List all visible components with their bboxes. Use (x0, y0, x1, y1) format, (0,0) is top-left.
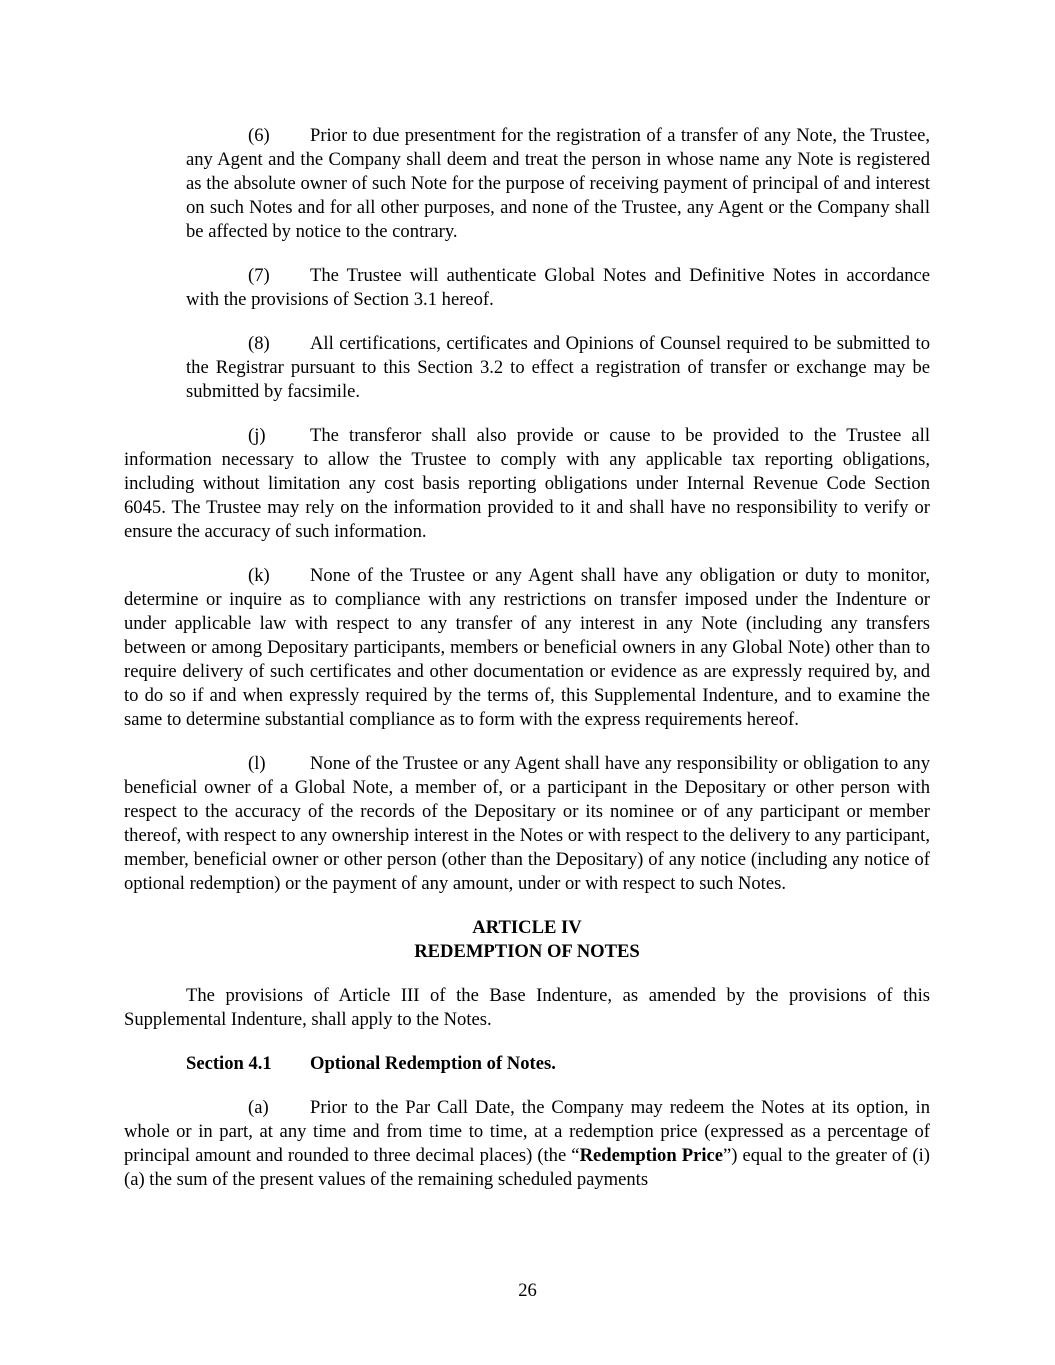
defined-term: Redemption Price (579, 1145, 724, 1166)
paragraph-k (124, 564, 930, 732)
article-number: ARTICLE IV (472, 917, 582, 938)
section-number: Section 4.1 (186, 1053, 272, 1074)
article-title: REDEMPTION OF NOTES (414, 941, 640, 962)
item-text-after: ”) equal to the greater of (i) (a) the sum of the present values of the remaining scheduled payments (124, 1145, 930, 1190)
paragraph-j (124, 424, 930, 544)
document-body (124, 124, 930, 1192)
item-label: (6) (248, 125, 270, 146)
paragraph-7 (186, 264, 930, 312)
item-text: The transferor shall also provide or cause to be provided to the Trustee all information necessary to allow the Trustee to comply with any applicable tax reporting obligations, including without limitation any cost basis reporting obligations under Internal Revenue Code Section 6045. The Trustee may rely on the information provided to it and shall have no responsibility to verify or ensure the accuracy of such information. (124, 425, 930, 542)
item-label: (l) (248, 753, 266, 774)
item-label: (k) (248, 565, 270, 586)
item-text: Prior to due presentment for the registration of a transfer of any Note, the Trustee, any Agent and the Company shall deem and treat the person in whose name any Note is registered as the absolute owner of such Note for the purpose of receiving payment of principal of and interest on such Notes and for all other purposes, and none of the Trustee, any Agent or the Company shall be affected by notice to the contrary. (186, 125, 930, 242)
paragraph-6 (186, 124, 930, 244)
item-text: None of the Trustee or any Agent shall have any obligation or duty to monitor, determine or inquire as to compliance with any restrictions on transfer imposed under the Indenture or under applicable law with respect to any transfer of any interest in any Note (including any transfers between or among Depositary participants, members or beneficial owners in any Global Note) other than to require delivery of such certificates and other documentation or evidence as are expressly required by, and to do so if and when expressly required by the terms of, this Supplemental Indenture, and to examine the same to determine substantial compliance as to form with the express requirements hereof. (124, 565, 930, 730)
item-label: (a) (248, 1097, 269, 1118)
article-intro: The provisions of Article III of the Base Indenture, as amended by the provisions of this Supplemental Indenture, shall apply to the Notes. (124, 985, 930, 1030)
section-title: Optional Redemption of Notes. (310, 1053, 556, 1074)
page-number: 26 (518, 1280, 537, 1301)
item-label: (7) (248, 265, 270, 286)
paragraph-8 (186, 332, 930, 404)
item-label: (8) (248, 333, 270, 354)
item-text: All certifications, certificates and Opinions of Counsel required to be submitted to the Registrar pursuant to this Section 3.2 to effect a registration of transfer or exchange may be submitted by facsimile. (186, 333, 930, 402)
item-text: The Trustee will authenticate Global Notes and Definitive Notes in accordance with the provisions of Section 3.1 hereof. (186, 265, 930, 310)
item-label: (j) (248, 425, 266, 446)
section-heading (124, 1052, 930, 1076)
paragraph-l (124, 752, 930, 896)
paragraph-a (124, 1096, 930, 1192)
item-text-before: Prior to the Par Call Date, the Company may redeem the Notes at its option, in whole or in part, at any time and from time to time, at a redemption price (expressed as a percentage of principal amount and rounded to three decimal places) (the “ (124, 1097, 930, 1166)
item-text: None of the Trustee or any Agent shall have any responsibility or obligation to any beneficial owner of a Global Note, a member of, or a participant in the Depositary or other person with respect to the accuracy of the records of the Depositary or its nominee or of any participant or member thereof, with respect to any ownership interest in the Notes or with respect to the delivery to any participant, member, beneficial owner or other person (other than the Depositary) of any notice (including any notice of optional redemption) or the payment of any amount, under or with respect to such Notes. (124, 753, 930, 894)
